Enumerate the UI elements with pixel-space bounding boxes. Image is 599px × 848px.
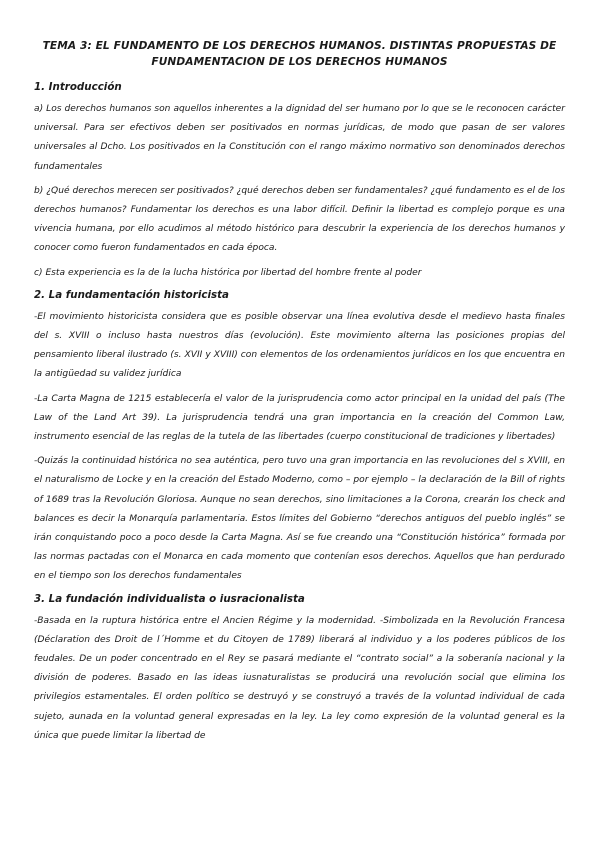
section-heading: 1. Introducción (34, 81, 122, 93)
paragraph: -Quizás la continuidad histórica no sea auténtica, pero tuvo una gran importancia en las revoluciones del s XVIII, en el naturalismo de Locke y en la creación del Estado Moderno, como – por ejemplo – la declaración de la Bill of rights of 1689 tras la Revolución Gloriosa. Aunque no sean derechos, sino limitaciones a la Corona, crearán los check and balances es decir la Monarquía parlamentaria. Estos límites del Gobierno “derechos antiguos del pueblo inglés” se irán conquistando poco a poco desde la Carta Magna. Así se fue creando una “Constitución histórica” formada por las normas pactadas con el Monarca en cada momento que contenían esos derechos. Aquellos que han perdurado en el tiempo son los derechos fundamentales (34, 456, 565, 582)
section-heading: 3. La fundación individualista o iusracionalista (34, 592, 305, 605)
section-heading: 2. La fundamentación historicista (34, 288, 229, 301)
paragraph: b) ¿Qué derechos merecen ser positivados? ¿qué derechos deben ser fundamentales? ¿qué fundamento es el de los derechos humanos? Fundamentar los derechos es una labor difícil. Definir la libertad es complejo porque es una vivencia humana, por ello acudimos al método histórico para descubrir la experiencia de los derechos humanos y conocer como fueron fundamentados en cada época. (34, 185, 565, 254)
section-introduccion (34, 80, 565, 283)
section-historicista (34, 288, 565, 587)
paragraph: -La Carta Magna de 1215 establecería el valor de la jurisprudencia como actor principal en la unidad del país (The Law of the Land Art 39). La jurisprudencia tendrá una gran importancia en la creación del Common Law, instrumento esencial de las reglas de la tutela de las libertades (cuerpo constitucional de tradiciones y libertades) (34, 393, 565, 443)
paragraph: -Basada en la ruptura histórica entre el Ancien Régime y la modernidad. -Simbolizada en la Revolución Francesa (Déclaration des Droit de l´Homme et du Citoyen de 1789) liberará al individuo y a los poderes públicos de los feudales. De un poder concentrado en el Rey se pasará mediante el “contrato social” a la soberanía nacional y la división de poderes. Basado en las ideas iusnaturalistas se producirá una revolución social que elimina los privilegios estamentales. El orden político se destruyó y se construyó a través de la voluntad individual de cada sujeto, aunada en la voluntad general expresadas en la ley. La ley como expresión de la voluntad general es la única que puede limitar la libertad de (34, 615, 565, 741)
section-individualista (34, 592, 565, 746)
paragraph: a) Los derechos humanos son aquellos inherentes a la dignidad del ser humano por lo que se le reconocen carácter universal. Para ser efectivos deben ser positivados en normas jurídicas, de modo que pasan de ser valores universales al Dcho. Los positivados en la Constitución con el rango máximo normativo son denominados derechos fundamentales (34, 104, 565, 172)
paragraph: -El movimiento historicista considera que es posible observar una línea evolutiva desde el medievo hasta finales del s. XVIII o incluso hasta nuestros días (evolución). Este movimiento alterna las posiciones propias del pensamiento liberal ilustrado (s. XVII y XVIII) con elementos de los ordenamientos jurídicos en los que encuentra en la antigüedad su validez jurídica (34, 311, 565, 380)
document-title: TEMA 3: EL FUNDAMENTO DE LOS DERECHOS HUMANOS. DISTINTAS PROPUESTAS DE FUNDAMENTACION DE LOS DERECHOS HUMANOS (42, 40, 557, 68)
paragraph: c) Esta experiencia es la de la lucha histórica por libertad del hombre frente al poder (34, 267, 422, 278)
